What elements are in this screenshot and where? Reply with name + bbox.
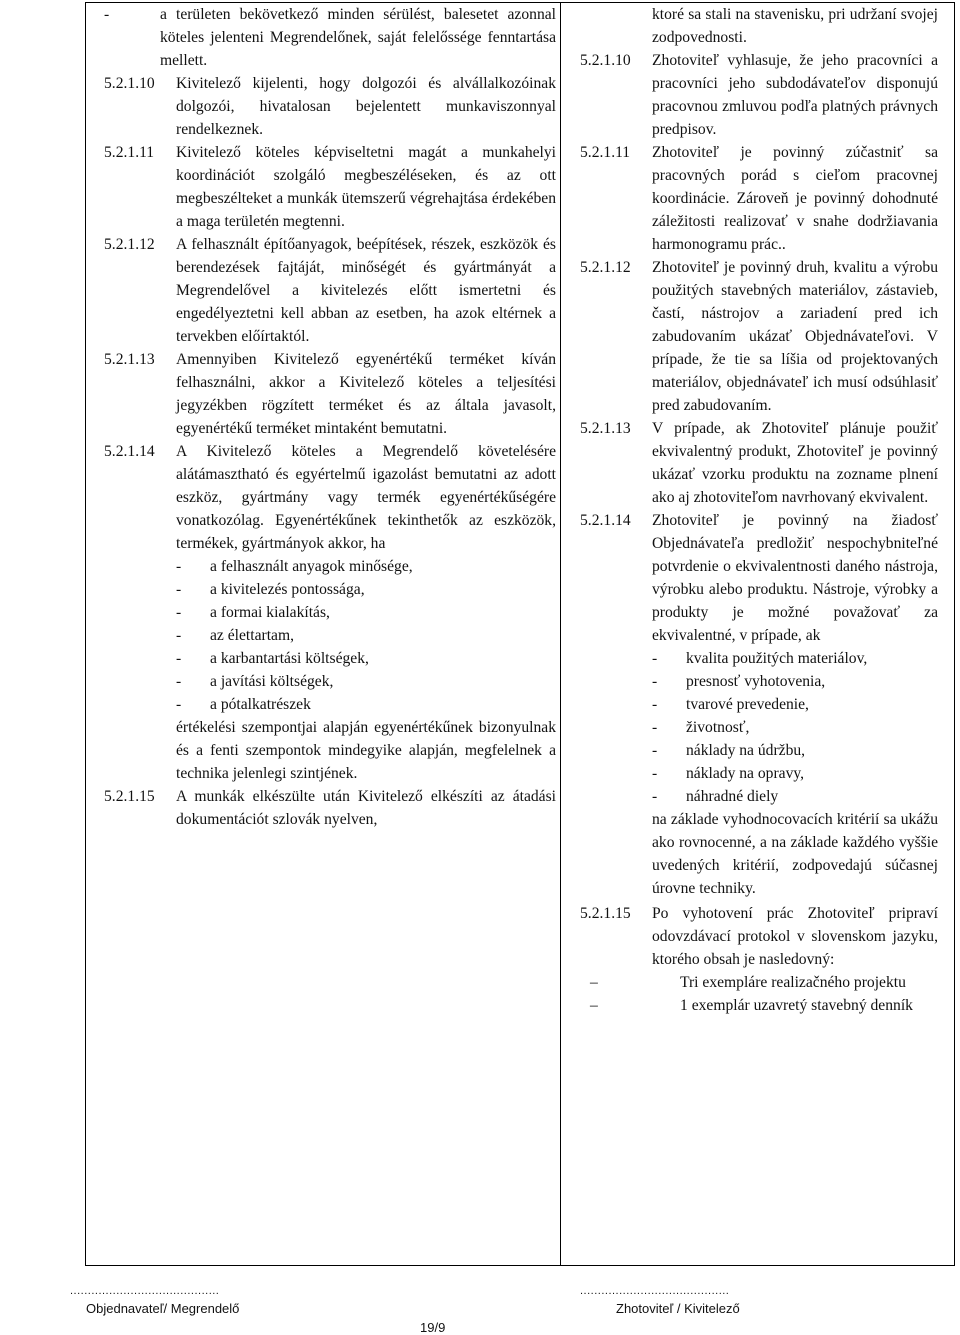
clause-number: 5.2.1.11: [104, 144, 155, 161]
list-item: - a felhasznált anyagok minősége,: [176, 558, 413, 575]
clause-14-hu: [104, 440, 556, 555]
list-item: - náklady na údržbu,: [652, 742, 806, 759]
clause-15-sk: [580, 902, 938, 971]
list-item: - a formai kialakítás,: [176, 604, 330, 621]
clause-11-hu: [104, 141, 556, 233]
list-item: - presnosť vyhotovenia,: [652, 673, 826, 690]
signature-line-left: ..........................................: [70, 1285, 220, 1297]
bilingual-contract-table: [85, 2, 955, 1266]
list-item: - životnosť,: [652, 719, 750, 736]
clause-text: Zhotoviteľ vyhlasuje, že jeho pracovníci a pracovníci jeho subdodávateľov disponujú pracovnou zmluvou podľa platných právnych predpisov.: [652, 52, 938, 138]
intro-dash-item: [104, 3, 556, 72]
clause-number: 5.2.1.13: [580, 420, 631, 437]
clause-text: Po vyhotovení prác Zhotoviteľ pripraví odovzdávací protokol v slovenskom jazyku, ktorého obsah je nasledovný:: [652, 905, 938, 968]
clause-number: 5.2.1.13: [104, 351, 155, 368]
clause-text: A Kivitelező köteles a Megrendelő követelésére alátámasztható és egyértelmű igazolást bemutatni az adott eszköz, gyártmány vagy termék egyenértékűségére vonatkozólag. Egyenértékűnek tekinthetők az eszközök, termékek, gyártmányok akkor, ha: [176, 443, 556, 552]
list-item: - tvarové prevedenie,: [652, 696, 809, 713]
clause-text: A munkák elkészülte után Kivitelező elkészíti az átadási dokumentációt szlovák nyelven,: [176, 788, 556, 828]
column-divider: [560, 3, 561, 1265]
clause-number: 5.2.1.14: [104, 443, 155, 460]
clause-10-sk: [580, 49, 938, 141]
clause-number: 5.2.1.10: [104, 75, 155, 92]
clause-text: Zhotoviteľ je povinný zúčastniť sa pracovných porád s cieľom pracovnej koordinácie. Zároveň je povinný dohodnuté záležitosti realizovať v snahe dodržiavania harmonogramu prác..: [652, 144, 938, 253]
list-item: - a kivitelezés pontossága,: [176, 581, 365, 598]
clause-text: Zhotoviteľ je povinný druh, kvalitu a výrobu použitých stavebných materiálov, zástavieb, častí, nástrojov a zariadení pred ich zabudovaním ukázať Objednávateľovi. V prípade, že tie sa líšia od projektovaných materiálov, objednávateľ ich musí odsúhlasiť pred zabudovaním.: [652, 259, 938, 414]
clause-number: 5.2.1.10: [580, 52, 631, 69]
deliverables-list-sk: [540, 971, 938, 1017]
clause-12-sk: [580, 256, 938, 417]
list-item: - a pótalkatrészek: [176, 696, 311, 713]
page-number: 19/9: [420, 1320, 446, 1335]
clause-text: A felhasznált építőanyagok, beépítések, részek, eszközök és berendezések fajtáját, minőségét és gyártmányát a Megrendelővel a kivitelezés előtt ismertetni és engedélyeztetni kell abban az esetben, ha azok eltérnek a tervekben előírtaktól.: [176, 236, 556, 345]
signature-footer: [0, 1265, 960, 1335]
clause-12-hu: [104, 233, 556, 348]
hungarian-column: [104, 3, 556, 831]
clause-14-sk: [580, 509, 938, 647]
clause-number: 5.2.1.12: [104, 236, 155, 253]
list-item: - a karbantartási költségek,: [176, 650, 369, 667]
list-item: – Tri exempláre realizačného projektu: [590, 974, 906, 991]
clause-number: 5.2.1.15: [104, 788, 155, 805]
list-item: - a javítási költségek,: [176, 673, 334, 690]
clause-text: V prípade, ak Zhotoviteľ plánuje použiť ekvivalentný produkt, Zhotoviteľ je povinný ukázať vzorku produktu na zozname plnení ako aj zhotoviteľom navrhovaný ekvivalent.: [652, 420, 938, 506]
signature-label-left: Objednavateľ/ Megrendelő: [86, 1301, 240, 1316]
list-item: - kvalita použitých materiálov,: [652, 650, 868, 667]
clause-number: 5.2.1.12: [580, 259, 631, 276]
clause-15-hu: [104, 785, 556, 831]
list-item: – 1 exemplár uzavretý stavebný denník: [590, 997, 913, 1014]
clause-number: 5.2.1.15: [580, 905, 631, 922]
clause-13-sk: [580, 417, 938, 509]
list-item: - náklady na opravy,: [652, 765, 805, 782]
signature-line-right: ..........................................: [580, 1285, 730, 1297]
clause-13-hu: [104, 348, 556, 440]
intro-dash-text: a területen bekövetkező minden sérülést, balesetet azonnal köteles jelenteni Megrendelőnek, saját felelőssége fenntartása mellett.: [160, 6, 556, 69]
clause-number: 5.2.1.11: [580, 144, 631, 161]
clause-number: 5.2.1.14: [580, 512, 631, 529]
clause-text: Kivitelező köteles képviseltetni magát a munkahelyi koordinációt szolgáló megbeszéléseken, és az ott megbeszélteket a munkák ütemszerű végrehajtása érdekében a maga területén megtenni.: [176, 144, 556, 230]
intro-continuation-sk: ktoré sa stali na stavenisku, pri udržaní svojej zodpovednosti.: [652, 6, 938, 46]
clause-text: Kivitelező kijelenti, hogy dolgozói és alvállalkozóinak dolgozói, hivatalosan bejelentett munkaviszonnyal rendelkeznek.: [176, 75, 556, 138]
signature-label-right: Zhotoviteľ / Kivitelező: [616, 1301, 740, 1316]
clause-text: Amennyiben Kivitelező egyenértékű terméket kíván felhasználni, akkor a Kivitelező köteles a teljesítési jegyzékben rögzített terméket és az általa javasolt, egyenértékű terméket mintaként bemutatni.: [176, 351, 556, 437]
clause-11-sk: [580, 141, 938, 256]
criteria-conclusion-hu: értékelési szempontjai alapján egyenértékűnek bizonyulnak és a fenti szempontok mindegyike alapján, megfelelnek a technika jelenlegi szintjének.: [176, 719, 556, 782]
list-item: - náhradné diely: [652, 788, 779, 805]
slovak-column: [580, 3, 938, 1017]
clause-10-hu: [104, 72, 556, 141]
criteria-conclusion-sk: na základe vyhodnocovacích kritérií sa ukážu ako rovnocenné, a na základe každého vyššie uvedených kritérií, zodpovedajú súčasnej úrovne techniky.: [652, 811, 938, 897]
criteria-list-sk: [652, 647, 938, 808]
list-item: - az élettartam,: [176, 627, 294, 644]
clause-text: Zhotoviteľ je povinný na žiadosť Objednávateľa predložiť nespochybniteľné potvrdenie o ekvivalentnosti daného nástroja, výrobku alebo produktu. Nástroje, výrobky a produkty je možné považovať za ekvivalentné, v prípade, ak: [652, 512, 938, 644]
criteria-list-hu: [176, 555, 556, 716]
dash-marker: -: [104, 6, 110, 23]
